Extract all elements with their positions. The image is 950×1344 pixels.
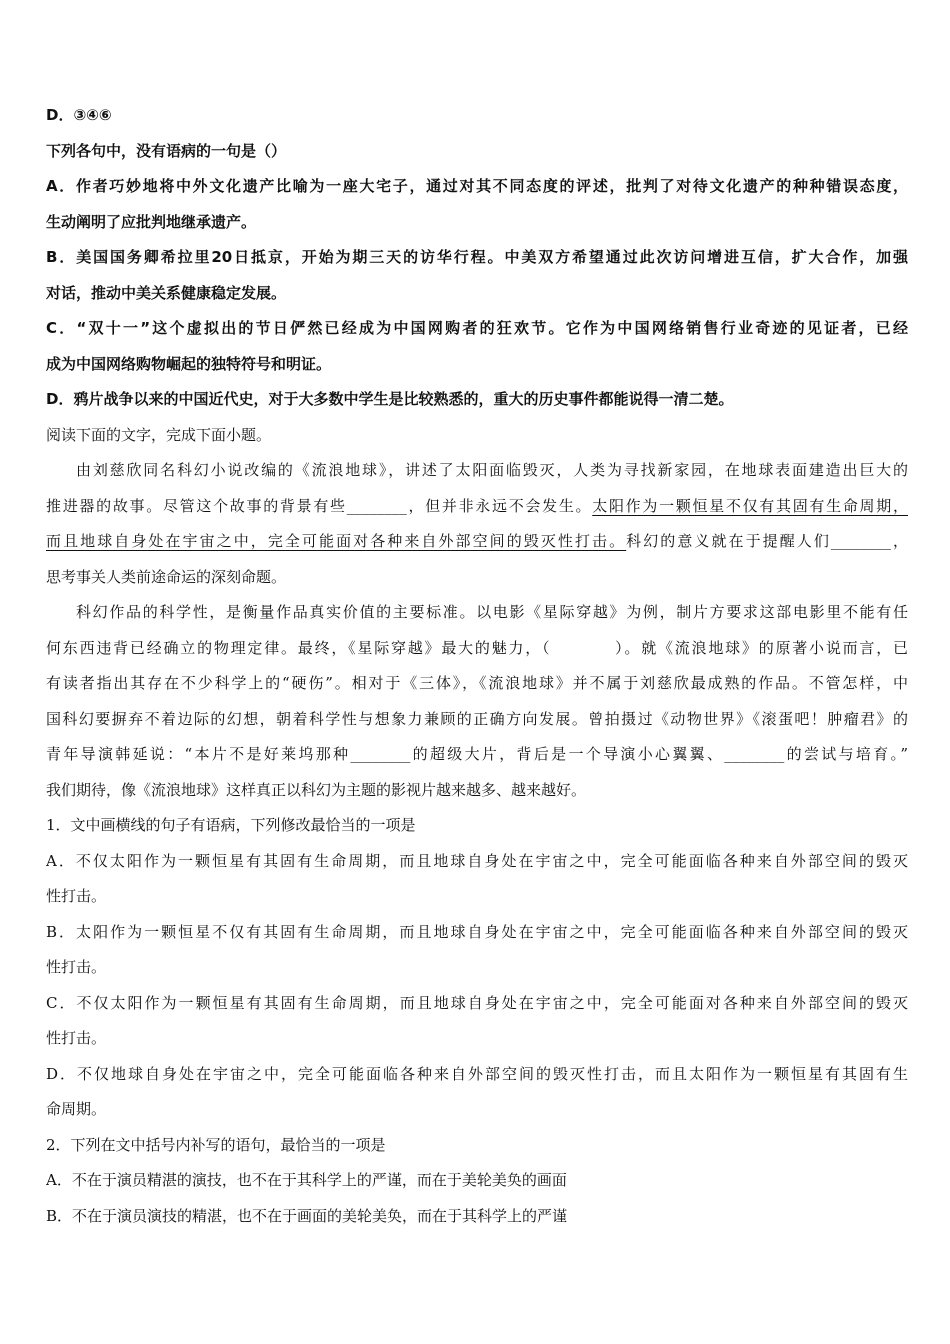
passage-paragraph-2: 科幻作品的科学性，是衡量作品真实价值的主要标准。以电影《星际穿越》为例，制片方要求这部电影里不能有任 (76, 603, 908, 621)
q1-option-a: A．不仅太阳作为一颗恒星有其固有生命周期，而且地球自身处在宇宙之中，完全可能面临各种来自外部空间的毁灭 (46, 851, 908, 870)
document-page (46, 98, 908, 1234)
passage-line (46, 631, 908, 667)
option-a-cont: 生动阐明了应批判地继承遗产。 (46, 212, 257, 231)
q1-option-c-cont: 性打击。 (46, 1029, 107, 1047)
q1-option-c: C．不仅太阳作为一颗恒星有其固有生命周期，而且地球自身处在宇宙之中，完全可能面对各种来自外部空间的毁灭 (46, 993, 908, 1012)
prev-option-d: D．③④⑥ (46, 106, 112, 124)
q1-option-b: B．太阳作为一颗恒星不仅有其固有生命周期，而且地球自身处在宇宙之中，完全可能面临各种来自外部空间的毁灭 (46, 922, 908, 941)
q1-option-d-cont: 命周期。 (46, 1100, 107, 1118)
question-stem: 下列各句中，没有语病的一句是（） (46, 141, 287, 160)
question-1-stem: 1．文中画横线的句子有语病，下列修改最恰当的一项是 (46, 816, 416, 834)
passage-text: 何东西违背已经确立的物理定律。最终，《星际穿越》最大的魅力，（ (46, 638, 552, 657)
option-a: A．作者巧妙地将中外文化遗产比喻为一座大宅子，通过对其不同态度的评述，批判了对待文化遗产的种种错误态度， (46, 177, 908, 195)
passage-line: 国科幻要摒弃不着边际的幻想，朝着科学性与想象力兼顾的正确方向发展。曾拍摄过《动物世界》《滚蛋吧！肿瘤君》的 (46, 709, 908, 728)
option-c: C．“双十一”这个虚拟出的节日俨然已经成为中国网购者的狂欢节。它作为中国网络销售行业奇迹的见证者，已经 (46, 319, 908, 337)
q1-option-a-cont: 性打击。 (46, 887, 107, 905)
passage-text: 推进器的故事。尽管这个故事的背景有些________，但并非永远不会发生。 (46, 496, 593, 515)
underlined-sentence: 太阳作为一颗恒星不仅有其固有生命周期， (592, 496, 908, 515)
question-2-stem: 2．下列在文中括号内补写的语句，最恰当的一项是 (46, 1135, 386, 1154)
option-d: D．鸦片战争以来的中国近代史，对于大多数中学生是比较熟悉的，重大的历史事件都能说得一清二楚。 (46, 390, 734, 408)
reading-intro: 阅读下面的文字，完成下面小题。 (46, 425, 272, 444)
q2-option-b: B．不在于演员演技的精湛，也不在于画面的美轮美奂，而在于其科学上的严谨 (46, 1206, 568, 1225)
passage-line: 青年导演韩延说：“本片不是好莱坞那种________的超级大片，背后是一个导演小心翼翼、________的尝试与培育。” (46, 745, 908, 763)
option-c-cont: 成为中国网络购物崛起的独特符号和明证。 (46, 354, 332, 373)
passage-text: ）。就《流浪地球》的原著小说而言，已 (613, 638, 908, 657)
q2-option-a: A．不在于演员精湛的演技，也不在于其科学上的严谨，而在于美轮美奂的画面 (46, 1171, 567, 1189)
passage-paragraph-1: 由刘慈欣同名科幻小说改编的《流浪地球》，讲述了太阳面临毁灭，人类为寻找新家园，在地球表面建造出巨大的 (76, 461, 908, 479)
passage-line: 有读者指出其存在不少科学上的“硬伤”。相对于《三体》，《流浪地球》并不属于刘慈欣最成熟的作品。不管怎样，中 (46, 674, 908, 692)
passage-line: 我们期待，像《流浪地球》这样真正以科幻为主题的影视片越来越多、越来越好。 (46, 780, 587, 799)
option-b-cont: 对话，推动中美关系健康稳定发展。 (46, 283, 287, 302)
passage-text: 科幻的意义就在于提醒人们________， (626, 532, 908, 550)
passage-line (46, 489, 908, 525)
passage-line (46, 524, 908, 560)
option-b: B．美国国务卿希拉里20日抵京，开始为期三天的访华行程。中美双方希望通过此次访问增进互信，扩大合作，加强 (46, 248, 908, 266)
passage-line: 思考事关人类前途命运的深刻命题。 (46, 567, 287, 586)
q1-option-d: D．不仅地球自身处在宇宙之中，完全可能面临各种来自外部空间的毁灭性打击，而且太阳作为一颗恒星有其固有生 (46, 1064, 908, 1083)
q1-option-b-cont: 性打击。 (46, 958, 107, 976)
underlined-sentence: 而且地球自身处在宇宙之中，完全可能面对各种来自外部空间的毁灭性打击。 (46, 532, 627, 550)
